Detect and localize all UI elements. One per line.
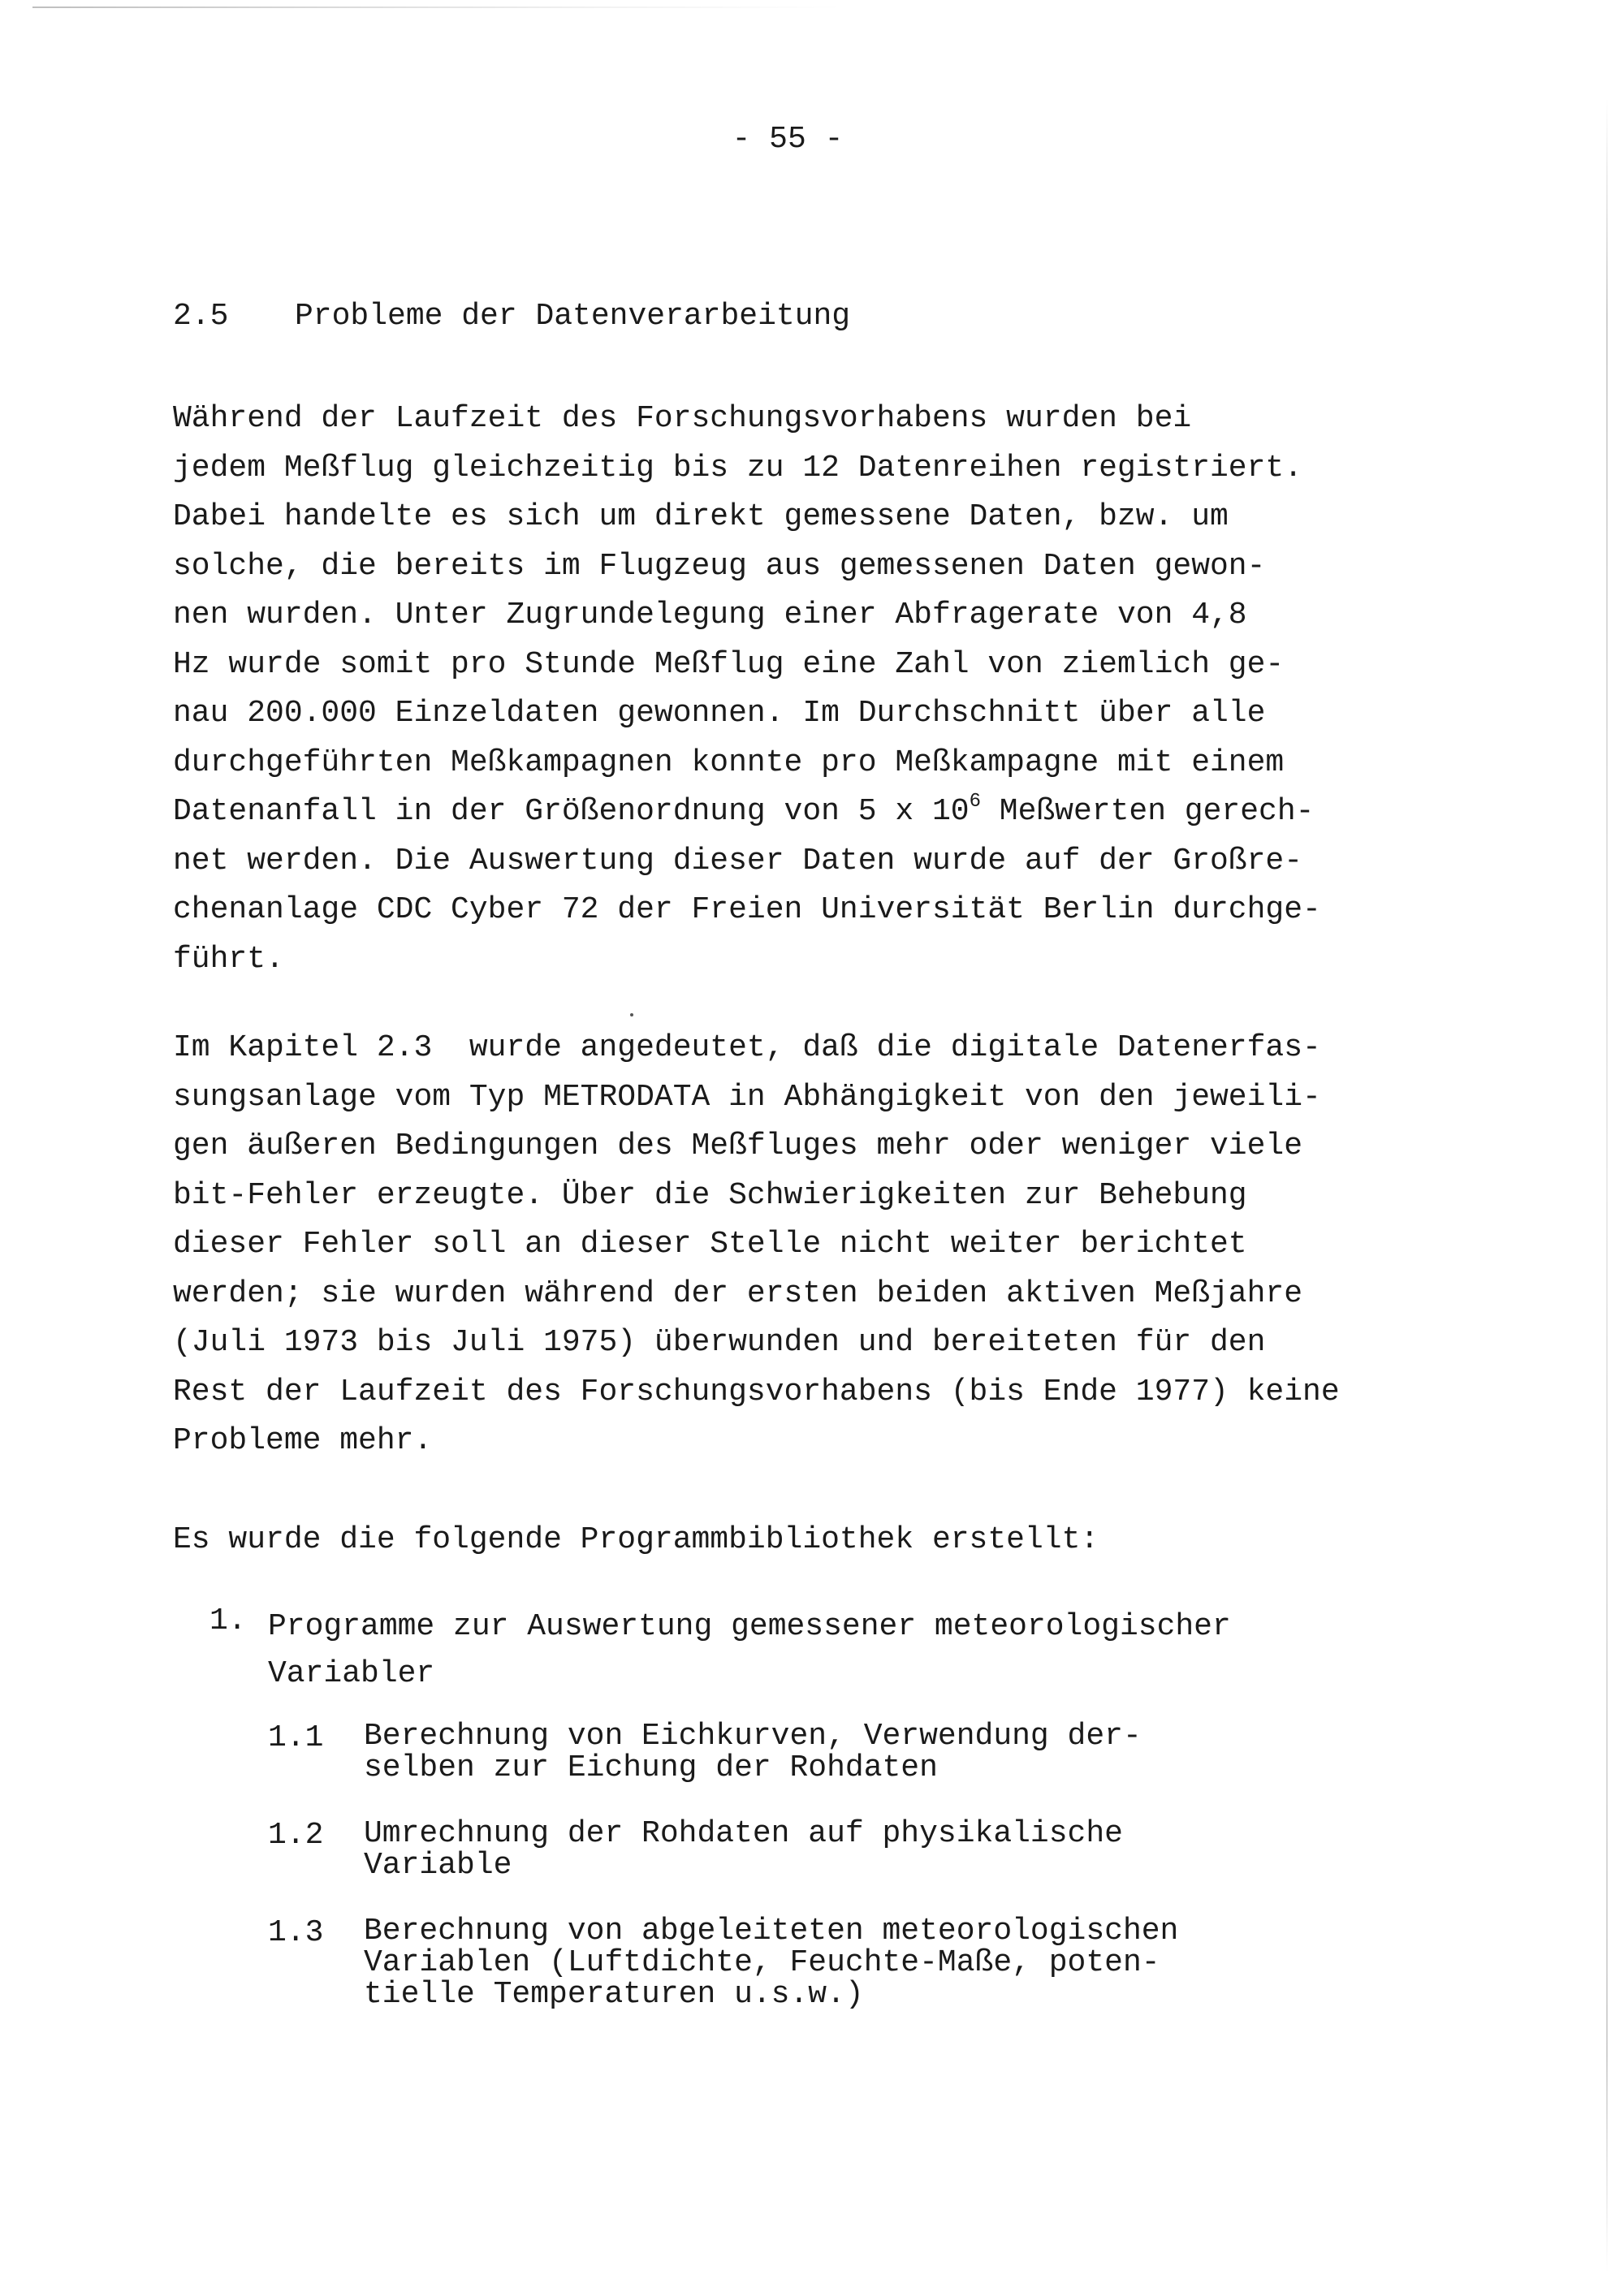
scan-speck: [630, 1013, 633, 1016]
sublist-item-text: Berechnung von Eichkurven, Verwendung der-: [364, 1719, 1142, 1754]
scan-edge-right: [1606, 97, 1608, 2273]
text-line: Es wurde die folgende Programmbibliothek erstellt:: [173, 1522, 1099, 1557]
sublist-item-text: selben zur Eichung der Rohdaten: [364, 1750, 938, 1785]
sublist-marker: 1.2: [268, 1818, 324, 1853]
list-item: [209, 1603, 1231, 2010]
list-marker: 1.: [209, 1603, 247, 1638]
text-line: führt.: [173, 941, 284, 977]
sublist-item: [268, 1720, 1231, 1784]
text-line: chenanlage CDC Cyber 72 der Freien Universität Berlin durchge-: [173, 892, 1321, 927]
text-line: Dabei handelte es sich um direkt gemessene Daten, bzw. um: [173, 499, 1229, 534]
paragraph-data-volume: [173, 395, 1321, 984]
exponent: 6: [969, 791, 981, 813]
list-item-body: [268, 1603, 1231, 1698]
sublist-item-text: Variablen (Luftdichte, Feuchte-Maße, poten-: [364, 1945, 1160, 1980]
paragraph-library-intro: [173, 1516, 1099, 1565]
page-number: - 55 -: [732, 122, 844, 157]
text-line-with-exponent: [173, 788, 1321, 837]
sublist-item-text: Umrechnung der Rohdaten auf physikalische: [364, 1816, 1123, 1851]
sublist-item-body: [364, 1720, 1231, 1784]
sublist-item-body: [364, 1818, 1231, 1881]
text-line: Im Kapitel 2.3 wurde angedeutet, daß die digitale Datenerfas-: [173, 1030, 1321, 1065]
text-line: solche, die bereits im Flugzeug aus gemessenen Daten gewon-: [173, 548, 1266, 584]
text-line: bit-Fehler erzeugte. Über die Schwierigkeiten zur Behebung: [173, 1177, 1247, 1213]
list-item-text: Programme zur Auswertung gemessener meteorologischer: [268, 1609, 1231, 1644]
sublist-item: [268, 1915, 1231, 2010]
program-library-list: [209, 1603, 1231, 2044]
sublist-marker: 1.3: [268, 1915, 324, 1950]
sublist-item: [268, 1818, 1231, 1881]
section-heading: [173, 299, 850, 334]
sublist-item-text: Berechnung von abgeleiteten meteorologischen: [364, 1914, 1179, 1949]
list-item-text: Variabler: [268, 1656, 435, 1691]
text-line: Während der Laufzeit des Forschungsvorhabens wurden bei: [173, 401, 1192, 436]
text-line: net werden. Die Auswertung dieser Daten wurde auf der Großre-: [173, 843, 1303, 878]
paragraph-bit-errors: [173, 1024, 1340, 1466]
text-line: nau 200.000 Einzeldaten gewonnen. Im Durchschnitt über alle: [173, 696, 1266, 731]
text-line: Hz wurde somit pro Stunde Meßflug eine Zahl von ziemlich ge-: [173, 646, 1285, 682]
text-segment: Datenanfall in der Größenordnung von 5 x 10: [173, 794, 970, 829]
sublist-item-text: tielle Temperaturen u.s.w.): [364, 1977, 864, 2012]
text-line: jedem Meßflug gleichzeitig bis zu 12 Datenreihen registriert.: [173, 450, 1303, 486]
section-title: Probleme der Datenverarbeitung: [295, 299, 851, 334]
sublist: [268, 1720, 1231, 2010]
sublist-item-text: Variable: [364, 1848, 512, 1883]
text-line: Probleme mehr.: [173, 1423, 433, 1458]
scan-edge-top: [32, 6, 844, 8]
text-line: dieser Fehler soll an dieser Stelle nicht weiter berichtet: [173, 1227, 1247, 1262]
text-line: nen wurden. Unter Zugrundelegung einer Abfragerate von 4,8: [173, 598, 1247, 632]
sublist-marker: 1.1: [268, 1720, 324, 1755]
text-line: werden; sie wurden während der ersten beiden aktiven Meßjahre: [173, 1275, 1303, 1311]
text-line: gen äußeren Bedingungen des Meßfluges mehr oder weniger viele: [173, 1129, 1303, 1163]
sublist-item-body: [364, 1915, 1231, 2010]
text-line: durchgeführten Meßkampagnen konnte pro Meßkampagne mit einem: [173, 744, 1285, 780]
text-line: (Juli 1973 bis Juli 1975) überwunden und bereiteten für den: [173, 1325, 1266, 1360]
text-line: Rest der Laufzeit des Forschungsvorhabens (bis Ende 1977) keine: [173, 1374, 1340, 1409]
section-number: 2.5: [173, 299, 229, 334]
text-line: sungsanlage vom Typ METRODATA in Abhängigkeit von den jeweili-: [173, 1079, 1321, 1115]
text-segment: Meßwerten gerech-: [980, 794, 1315, 829]
